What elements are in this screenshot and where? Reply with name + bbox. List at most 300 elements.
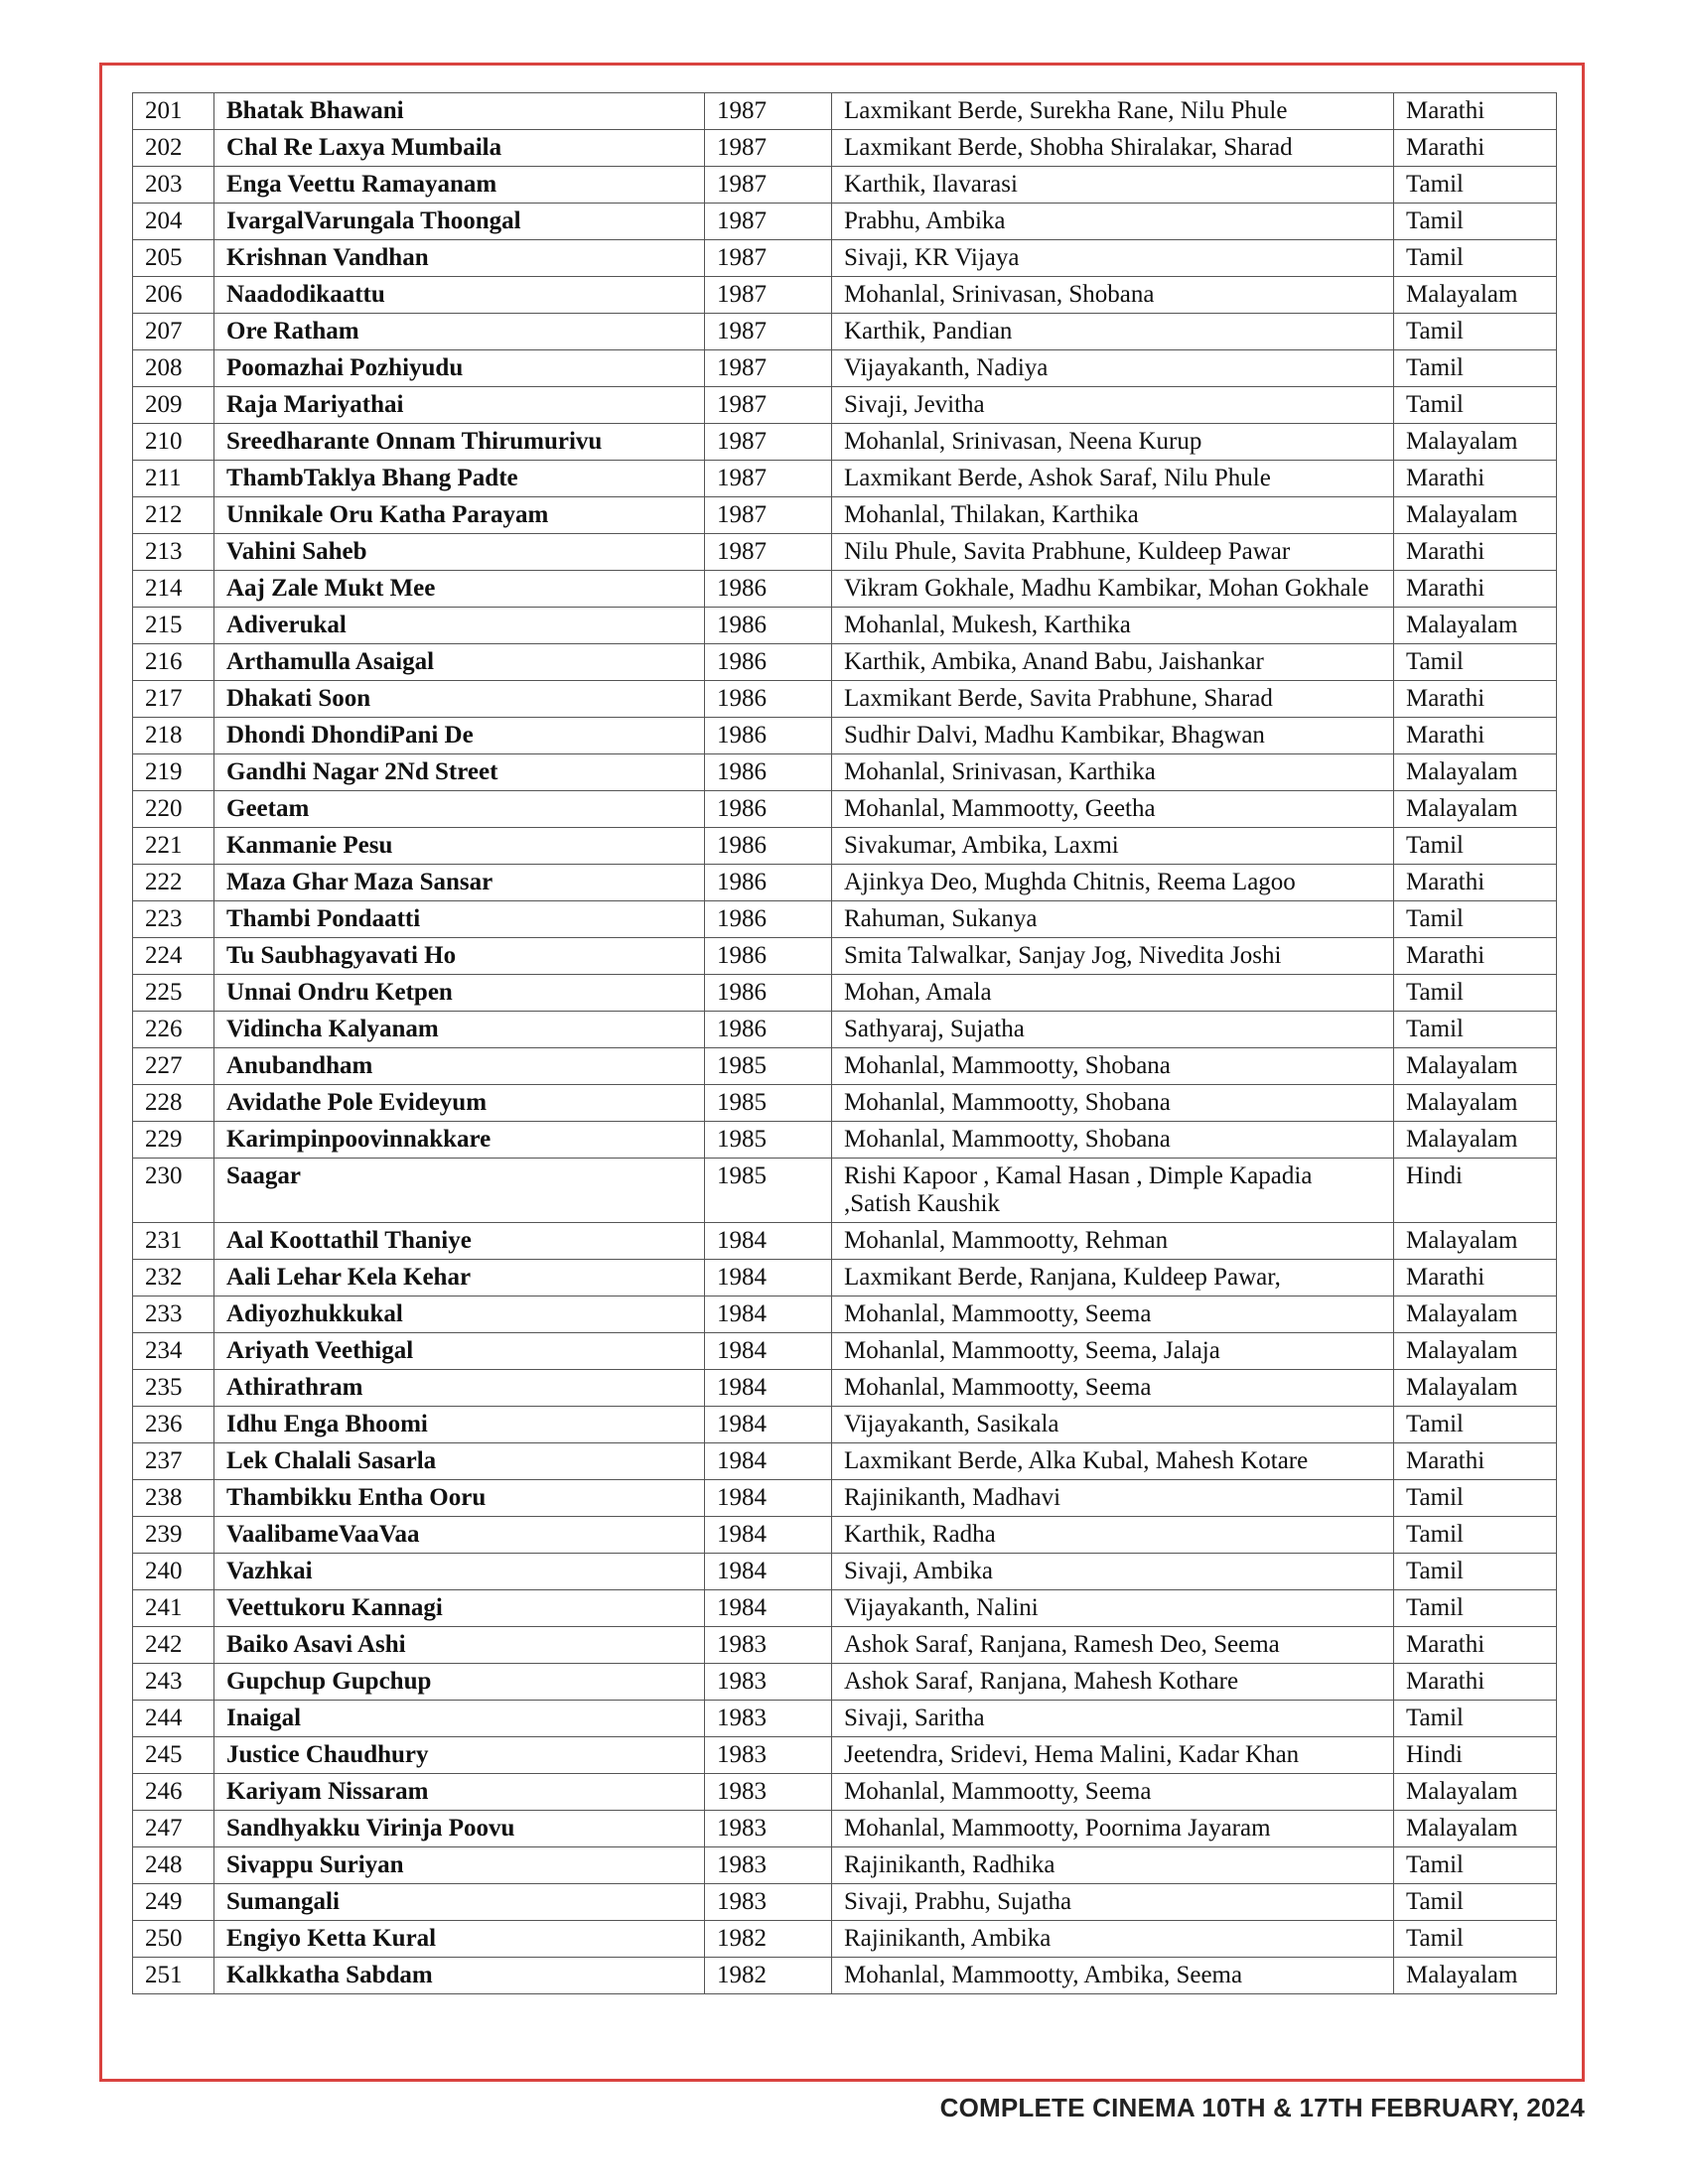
row-number-cell: 217 — [133, 681, 214, 718]
table-row — [133, 571, 1557, 608]
cast-cell: Laxmikant Berde, Ashok Saraf, Nilu Phule — [832, 461, 1394, 497]
release-year-cell: 1987 — [705, 130, 832, 167]
language-cell: Tamil — [1394, 1884, 1557, 1921]
table-row — [133, 754, 1557, 791]
release-year-cell: 1986 — [705, 754, 832, 791]
cast-cell: Sivaji, KR Vijaya — [832, 240, 1394, 277]
language-cell: Marathi — [1394, 461, 1557, 497]
row-number-cell: 230 — [133, 1159, 214, 1223]
release-year-cell: 1987 — [705, 497, 832, 534]
release-year-cell: 1986 — [705, 571, 832, 608]
language-cell: Tamil — [1394, 1012, 1557, 1048]
row-number-cell: 222 — [133, 865, 214, 901]
film-title-cell: Unnai Ondru Ketpen — [214, 975, 705, 1012]
row-number-cell: 212 — [133, 497, 214, 534]
cast-cell: Karthik, Radha — [832, 1517, 1394, 1554]
cast-cell: Sivaji, Jevitha — [832, 387, 1394, 424]
film-title-cell: Adiverukal — [214, 608, 705, 644]
cast-cell: Rahuman, Sukanya — [832, 901, 1394, 938]
language-cell: Malayalam — [1394, 1048, 1557, 1085]
release-year-cell: 1986 — [705, 644, 832, 681]
cast-cell: Mohanlal, Mukesh, Karthika — [832, 608, 1394, 644]
release-year-cell: 1985 — [705, 1048, 832, 1085]
release-year-cell: 1986 — [705, 608, 832, 644]
footer-publication-line: COMPLETE CINEMA 10TH & 17TH FEBRUARY, 2024 — [939, 2093, 1585, 2122]
cast-cell: Sathyaraj, Sujatha — [832, 1012, 1394, 1048]
row-number-cell: 243 — [133, 1664, 214, 1701]
language-cell: Malayalam — [1394, 791, 1557, 828]
release-year-cell: 1986 — [705, 828, 832, 865]
table-row — [133, 1737, 1557, 1774]
table-row — [133, 130, 1557, 167]
language-cell: Malayalam — [1394, 424, 1557, 461]
cast-cell: Prabhu, Ambika — [832, 204, 1394, 240]
row-number-cell: 201 — [133, 93, 214, 130]
cast-cell: Mohanlal, Srinivasan, Shobana — [832, 277, 1394, 314]
table-row — [133, 791, 1557, 828]
cast-cell: Sivaji, Saritha — [832, 1701, 1394, 1737]
row-number-cell: 207 — [133, 314, 214, 350]
cast-cell: Jeetendra, Sridevi, Hema Malini, Kadar Khan — [832, 1737, 1394, 1774]
table-row — [133, 828, 1557, 865]
cast-cell: Karthik, Ilavarasi — [832, 167, 1394, 204]
language-cell: Tamil — [1394, 644, 1557, 681]
table-row — [133, 865, 1557, 901]
language-cell: Malayalam — [1394, 277, 1557, 314]
cast-cell: Laxmikant Berde, Savita Prabhune, Sharad — [832, 681, 1394, 718]
cast-cell: Ashok Saraf, Ranjana, Ramesh Deo, Seema — [832, 1627, 1394, 1664]
language-cell: Malayalam — [1394, 1122, 1557, 1159]
language-cell: Marathi — [1394, 534, 1557, 571]
release-year-cell: 1983 — [705, 1774, 832, 1811]
cast-cell: Mohanlal, Mammootty, Ambika, Seema — [832, 1958, 1394, 1994]
language-cell: Marathi — [1394, 681, 1557, 718]
cast-cell: Ajinkya Deo, Mughda Chitnis, Reema Lagoo — [832, 865, 1394, 901]
release-year-cell: 1987 — [705, 277, 832, 314]
table-row — [133, 1590, 1557, 1627]
table-row — [133, 1085, 1557, 1122]
row-number-cell: 223 — [133, 901, 214, 938]
table-row — [133, 1443, 1557, 1480]
table-row — [133, 1811, 1557, 1847]
language-cell: Malayalam — [1394, 1958, 1557, 1994]
language-cell: Tamil — [1394, 387, 1557, 424]
release-year-cell: 1986 — [705, 1012, 832, 1048]
row-number-cell: 205 — [133, 240, 214, 277]
film-title-cell: Bhatak Bhawani — [214, 93, 705, 130]
row-number-cell: 246 — [133, 1774, 214, 1811]
table-row — [133, 534, 1557, 571]
row-number-cell: 232 — [133, 1260, 214, 1297]
release-year-cell: 1984 — [705, 1260, 832, 1297]
row-number-cell: 221 — [133, 828, 214, 865]
release-year-cell: 1985 — [705, 1159, 832, 1223]
release-year-cell: 1982 — [705, 1958, 832, 1994]
language-cell: Tamil — [1394, 828, 1557, 865]
language-cell: Tamil — [1394, 975, 1557, 1012]
language-cell: Marathi — [1394, 865, 1557, 901]
table-row — [133, 167, 1557, 204]
row-number-cell: 220 — [133, 791, 214, 828]
release-year-cell: 1985 — [705, 1085, 832, 1122]
cast-cell: Karthik, Ambika, Anand Babu, Jaishankar — [832, 644, 1394, 681]
cast-cell: Rajinikanth, Ambika — [832, 1921, 1394, 1958]
cast-cell: Nilu Phule, Savita Prabhune, Kuldeep Pawar — [832, 534, 1394, 571]
film-title-cell: Dhondi DhondiPani De — [214, 718, 705, 754]
row-number-cell: 202 — [133, 130, 214, 167]
row-number-cell: 214 — [133, 571, 214, 608]
film-title-cell: Ariyath Veethigal — [214, 1333, 705, 1370]
film-title-cell: Kanmanie Pesu — [214, 828, 705, 865]
row-number-cell: 250 — [133, 1921, 214, 1958]
row-number-cell: 241 — [133, 1590, 214, 1627]
cast-cell: Smita Talwalkar, Sanjay Jog, Nivedita Joshi — [832, 938, 1394, 975]
row-number-cell: 208 — [133, 350, 214, 387]
row-number-cell: 238 — [133, 1480, 214, 1517]
film-title-cell: Karimpinpoovinnakkare — [214, 1122, 705, 1159]
table-row — [133, 1921, 1557, 1958]
table-row — [133, 644, 1557, 681]
cast-cell: Mohan, Amala — [832, 975, 1394, 1012]
language-cell: Marathi — [1394, 938, 1557, 975]
table-row — [133, 1370, 1557, 1407]
film-title-cell: IvargalVarungala Thoongal — [214, 204, 705, 240]
row-number-cell: 210 — [133, 424, 214, 461]
release-year-cell: 1986 — [705, 938, 832, 975]
film-title-cell: Poomazhai Pozhiyudu — [214, 350, 705, 387]
row-number-cell: 248 — [133, 1847, 214, 1884]
film-title-cell: Veettukoru Kannagi — [214, 1590, 705, 1627]
table-row — [133, 1554, 1557, 1590]
table-row — [133, 277, 1557, 314]
language-cell: Hindi — [1394, 1737, 1557, 1774]
film-title-cell: Sandhyakku Virinja Poovu — [214, 1811, 705, 1847]
release-year-cell: 1984 — [705, 1590, 832, 1627]
table-row — [133, 975, 1557, 1012]
film-title-cell: Gupchup Gupchup — [214, 1664, 705, 1701]
language-cell: Marathi — [1394, 1627, 1557, 1664]
release-year-cell: 1984 — [705, 1480, 832, 1517]
film-title-cell: Baiko Asavi Ashi — [214, 1627, 705, 1664]
cast-cell: Mohanlal, Mammootty, Geetha — [832, 791, 1394, 828]
language-cell: Malayalam — [1394, 1085, 1557, 1122]
table-row — [133, 1847, 1557, 1884]
row-number-cell: 213 — [133, 534, 214, 571]
language-cell: Malayalam — [1394, 1370, 1557, 1407]
film-title-cell: Naadodikaattu — [214, 277, 705, 314]
language-cell: Hindi — [1394, 1159, 1557, 1223]
film-title-cell: Vazhkai — [214, 1554, 705, 1590]
row-number-cell: 226 — [133, 1012, 214, 1048]
film-title-cell: Anubandham — [214, 1048, 705, 1085]
film-title-cell: Vidincha Kalyanam — [214, 1012, 705, 1048]
film-title-cell: Athirathram — [214, 1370, 705, 1407]
film-title-cell: Sreedharante Onnam Thirumurivu — [214, 424, 705, 461]
release-year-cell: 1987 — [705, 461, 832, 497]
cast-cell: Mohanlal, Mammootty, Seema — [832, 1774, 1394, 1811]
release-year-cell: 1987 — [705, 93, 832, 130]
cast-cell: Mohanlal, Mammootty, Shobana — [832, 1085, 1394, 1122]
row-number-cell: 219 — [133, 754, 214, 791]
film-table-body — [133, 93, 1557, 1994]
language-cell: Marathi — [1394, 571, 1557, 608]
film-title-cell: Saagar — [214, 1159, 705, 1223]
cast-cell: Vijayakanth, Nalini — [832, 1590, 1394, 1627]
language-cell: Tamil — [1394, 1590, 1557, 1627]
release-year-cell: 1987 — [705, 240, 832, 277]
language-cell: Malayalam — [1394, 1774, 1557, 1811]
cast-cell: Mohanlal, Mammootty, Shobana — [832, 1048, 1394, 1085]
language-cell: Tamil — [1394, 1554, 1557, 1590]
table-row — [133, 240, 1557, 277]
release-year-cell: 1984 — [705, 1333, 832, 1370]
film-title-cell: Aaj Zale Mukt Mee — [214, 571, 705, 608]
language-cell: Malayalam — [1394, 1297, 1557, 1333]
release-year-cell: 1984 — [705, 1554, 832, 1590]
film-title-cell: Sumangali — [214, 1884, 705, 1921]
film-title-cell: Chal Re Laxya Mumbaila — [214, 130, 705, 167]
cast-cell: Sivaji, Prabhu, Sujatha — [832, 1884, 1394, 1921]
row-number-cell: 225 — [133, 975, 214, 1012]
language-cell: Tamil — [1394, 204, 1557, 240]
release-year-cell: 1987 — [705, 387, 832, 424]
table-row — [133, 204, 1557, 240]
table-row — [133, 497, 1557, 534]
release-year-cell: 1986 — [705, 901, 832, 938]
film-title-cell: Adiyozhukkukal — [214, 1297, 705, 1333]
language-cell: Tamil — [1394, 901, 1557, 938]
release-year-cell: 1985 — [705, 1122, 832, 1159]
cast-cell: Laxmikant Berde, Surekha Rane, Nilu Phule — [832, 93, 1394, 130]
table-row — [133, 718, 1557, 754]
language-cell: Malayalam — [1394, 1333, 1557, 1370]
table-row — [133, 1884, 1557, 1921]
film-title-cell: ThambTaklya Bhang Padte — [214, 461, 705, 497]
cast-cell: Laxmikant Berde, Alka Kubal, Mahesh Kotare — [832, 1443, 1394, 1480]
release-year-cell: 1986 — [705, 975, 832, 1012]
release-year-cell: 1984 — [705, 1370, 832, 1407]
film-title-cell: Geetam — [214, 791, 705, 828]
film-title-cell: Sivappu Suriyan — [214, 1847, 705, 1884]
language-cell: Marathi — [1394, 1260, 1557, 1297]
cast-cell: Karthik, Pandian — [832, 314, 1394, 350]
cast-cell: Mohanlal, Srinivasan, Neena Kurup — [832, 424, 1394, 461]
film-table — [132, 92, 1557, 1994]
film-title-cell: Justice Chaudhury — [214, 1737, 705, 1774]
language-cell: Tamil — [1394, 1407, 1557, 1443]
film-title-cell: Kalkkatha Sabdam — [214, 1958, 705, 1994]
table-row — [133, 1958, 1557, 1994]
film-title-cell: Inaigal — [214, 1701, 705, 1737]
language-cell: Marathi — [1394, 1443, 1557, 1480]
language-cell: Tamil — [1394, 167, 1557, 204]
row-number-cell: 203 — [133, 167, 214, 204]
row-number-cell: 240 — [133, 1554, 214, 1590]
release-year-cell: 1984 — [705, 1297, 832, 1333]
row-number-cell: 244 — [133, 1701, 214, 1737]
language-cell: Tamil — [1394, 240, 1557, 277]
release-year-cell: 1983 — [705, 1627, 832, 1664]
cast-cell: Rajinikanth, Radhika — [832, 1847, 1394, 1884]
table-row — [133, 608, 1557, 644]
table-row — [133, 1048, 1557, 1085]
table-row — [133, 1480, 1557, 1517]
table-row — [133, 1260, 1557, 1297]
table-row — [133, 350, 1557, 387]
table-row — [133, 314, 1557, 350]
row-number-cell: 229 — [133, 1122, 214, 1159]
film-title-cell: Unnikale Oru Katha Parayam — [214, 497, 705, 534]
table-row — [133, 901, 1557, 938]
cast-cell: Sivaji, Ambika — [832, 1554, 1394, 1590]
release-year-cell: 1987 — [705, 167, 832, 204]
release-year-cell: 1986 — [705, 681, 832, 718]
cast-cell: Sudhir Dalvi, Madhu Kambikar, Bhagwan — [832, 718, 1394, 754]
row-number-cell: 251 — [133, 1958, 214, 1994]
row-number-cell: 239 — [133, 1517, 214, 1554]
film-title-cell: Tu Saubhagyavati Ho — [214, 938, 705, 975]
row-number-cell: 235 — [133, 1370, 214, 1407]
table-row — [133, 1159, 1557, 1223]
cast-cell: Ashok Saraf, Ranjana, Mahesh Kothare — [832, 1664, 1394, 1701]
row-number-cell: 228 — [133, 1085, 214, 1122]
film-title-cell: VaalibameVaaVaa — [214, 1517, 705, 1554]
film-title-cell: Engiyo Ketta Kural — [214, 1921, 705, 1958]
cast-cell: Mohanlal, Mammootty, Seema — [832, 1297, 1394, 1333]
release-year-cell: 1983 — [705, 1664, 832, 1701]
language-cell: Malayalam — [1394, 1811, 1557, 1847]
language-cell: Malayalam — [1394, 1223, 1557, 1260]
language-cell: Tamil — [1394, 350, 1557, 387]
row-number-cell: 224 — [133, 938, 214, 975]
language-cell: Malayalam — [1394, 754, 1557, 791]
table-row — [133, 1407, 1557, 1443]
row-number-cell: 231 — [133, 1223, 214, 1260]
release-year-cell: 1983 — [705, 1811, 832, 1847]
row-number-cell: 236 — [133, 1407, 214, 1443]
film-title-cell: Avidathe Pole Evideyum — [214, 1085, 705, 1122]
language-cell: Marathi — [1394, 130, 1557, 167]
release-year-cell: 1984 — [705, 1443, 832, 1480]
release-year-cell: 1983 — [705, 1701, 832, 1737]
film-title-cell: Arthamulla Asaigal — [214, 644, 705, 681]
film-title-cell: Ore Ratham — [214, 314, 705, 350]
film-title-cell: Raja Mariyathai — [214, 387, 705, 424]
row-number-cell: 204 — [133, 204, 214, 240]
film-title-cell: Idhu Enga Bhoomi — [214, 1407, 705, 1443]
language-cell: Tamil — [1394, 1701, 1557, 1737]
table-row — [133, 1012, 1557, 1048]
row-number-cell: 216 — [133, 644, 214, 681]
row-number-cell: 211 — [133, 461, 214, 497]
language-cell: Marathi — [1394, 1664, 1557, 1701]
language-cell: Malayalam — [1394, 497, 1557, 534]
film-title-cell: Gandhi Nagar 2Nd Street — [214, 754, 705, 791]
cast-cell: Vijayakanth, Nadiya — [832, 350, 1394, 387]
release-year-cell: 1983 — [705, 1737, 832, 1774]
cast-cell: Vijayakanth, Sasikala — [832, 1407, 1394, 1443]
cast-cell: Sivakumar, Ambika, Laxmi — [832, 828, 1394, 865]
row-number-cell: 233 — [133, 1297, 214, 1333]
language-cell: Marathi — [1394, 93, 1557, 130]
table-row — [133, 1223, 1557, 1260]
table-row — [133, 461, 1557, 497]
cast-cell: Laxmikant Berde, Shobha Shiralakar, Sharad — [832, 130, 1394, 167]
release-year-cell: 1987 — [705, 314, 832, 350]
cast-cell: Mohanlal, Mammootty, Seema — [832, 1370, 1394, 1407]
film-title-cell: Kariyam Nissaram — [214, 1774, 705, 1811]
film-title-cell: Krishnan Vandhan — [214, 240, 705, 277]
release-year-cell: 1986 — [705, 865, 832, 901]
release-year-cell: 1983 — [705, 1884, 832, 1921]
release-year-cell: 1986 — [705, 718, 832, 754]
cast-cell: Vikram Gokhale, Madhu Kambikar, Mohan Gokhale — [832, 571, 1394, 608]
row-number-cell: 218 — [133, 718, 214, 754]
release-year-cell: 1983 — [705, 1847, 832, 1884]
table-row — [133, 1627, 1557, 1664]
row-number-cell: 247 — [133, 1811, 214, 1847]
row-number-cell: 234 — [133, 1333, 214, 1370]
cast-cell: Rajinikanth, Madhavi — [832, 1480, 1394, 1517]
language-cell: Tamil — [1394, 1517, 1557, 1554]
language-cell: Tamil — [1394, 1921, 1557, 1958]
film-title-cell: Aal Koottathil Thaniye — [214, 1223, 705, 1260]
film-title-cell: Thambi Pondaatti — [214, 901, 705, 938]
film-title-cell: Vahini Saheb — [214, 534, 705, 571]
row-number-cell: 245 — [133, 1737, 214, 1774]
release-year-cell: 1987 — [705, 424, 832, 461]
language-cell: Tamil — [1394, 1480, 1557, 1517]
language-cell: Marathi — [1394, 718, 1557, 754]
table-row — [133, 938, 1557, 975]
row-number-cell: 237 — [133, 1443, 214, 1480]
release-year-cell: 1984 — [705, 1223, 832, 1260]
film-title-cell: Dhakati Soon — [214, 681, 705, 718]
row-number-cell: 206 — [133, 277, 214, 314]
cast-cell: Mohanlal, Thilakan, Karthika — [832, 497, 1394, 534]
table-row — [133, 1701, 1557, 1737]
row-number-cell: 209 — [133, 387, 214, 424]
release-year-cell: 1986 — [705, 791, 832, 828]
table-row — [133, 1122, 1557, 1159]
row-number-cell: 227 — [133, 1048, 214, 1085]
cast-cell: Mohanlal, Mammootty, Seema, Jalaja — [832, 1333, 1394, 1370]
release-year-cell: 1987 — [705, 534, 832, 571]
table-row — [133, 1664, 1557, 1701]
cast-cell: Mohanlal, Srinivasan, Karthika — [832, 754, 1394, 791]
film-title-cell: Lek Chalali Sasarla — [214, 1443, 705, 1480]
table-row — [133, 424, 1557, 461]
film-title-cell: Thambikku Entha Ooru — [214, 1480, 705, 1517]
release-year-cell: 1987 — [705, 204, 832, 240]
release-year-cell: 1984 — [705, 1407, 832, 1443]
row-number-cell: 249 — [133, 1884, 214, 1921]
table-row — [133, 1774, 1557, 1811]
table-row — [133, 1297, 1557, 1333]
film-title-cell: Aali Lehar Kela Kehar — [214, 1260, 705, 1297]
release-year-cell: 1984 — [705, 1517, 832, 1554]
language-cell: Malayalam — [1394, 608, 1557, 644]
film-title-cell: Maza Ghar Maza Sansar — [214, 865, 705, 901]
film-title-cell: Enga Veettu Ramayanam — [214, 167, 705, 204]
release-year-cell: 1987 — [705, 350, 832, 387]
table-row — [133, 1333, 1557, 1370]
row-number-cell: 215 — [133, 608, 214, 644]
table-row — [133, 1517, 1557, 1554]
row-number-cell: 242 — [133, 1627, 214, 1664]
cast-cell: Rishi Kapoor , Kamal Hasan , Dimple Kapadia ,Satish Kaushik — [832, 1159, 1394, 1223]
table-row — [133, 93, 1557, 130]
